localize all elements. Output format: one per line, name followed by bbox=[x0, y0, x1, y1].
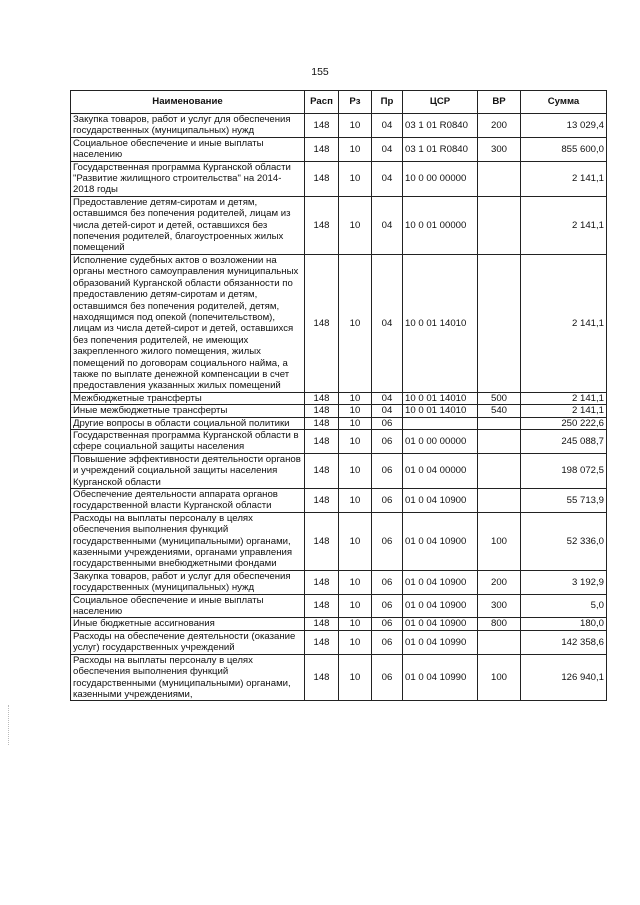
row-rz: 10 bbox=[339, 417, 372, 429]
row-pr: 04 bbox=[372, 114, 403, 138]
row-rasp: 148 bbox=[305, 429, 339, 453]
table-row bbox=[71, 618, 607, 630]
row-rasp: 148 bbox=[305, 630, 339, 654]
row-csr: 03 1 01 R0840 bbox=[403, 137, 478, 161]
table-row bbox=[71, 114, 607, 138]
row-rz: 10 bbox=[339, 654, 372, 701]
row-pr: 06 bbox=[372, 417, 403, 429]
row-sum: 3 192,9 bbox=[521, 570, 607, 594]
row-vr: 300 bbox=[478, 594, 521, 618]
row-sum: 142 358,6 bbox=[521, 630, 607, 654]
row-vr: 800 bbox=[478, 618, 521, 630]
row-pr: 06 bbox=[372, 489, 403, 513]
row-sum: 52 336,0 bbox=[521, 512, 607, 570]
row-csr: 10 0 01 14010 bbox=[403, 254, 478, 392]
row-sum: 2 141,1 bbox=[521, 161, 607, 196]
row-csr: 01 0 04 10900 bbox=[403, 512, 478, 570]
row-sum: 2 141,1 bbox=[521, 254, 607, 392]
row-sum: 198 072,5 bbox=[521, 453, 607, 488]
row-vr bbox=[478, 161, 521, 196]
row-rasp: 148 bbox=[305, 405, 339, 417]
row-csr: 10 0 01 00000 bbox=[403, 196, 478, 254]
row-rz: 10 bbox=[339, 429, 372, 453]
row-pr: 06 bbox=[372, 512, 403, 570]
row-csr: 01 0 04 10990 bbox=[403, 654, 478, 701]
row-csr bbox=[403, 417, 478, 429]
header-vr: ВР bbox=[478, 91, 521, 114]
row-csr: 10 0 00 00000 bbox=[403, 161, 478, 196]
row-rasp: 148 bbox=[305, 392, 339, 404]
row-csr: 01 0 04 10990 bbox=[403, 630, 478, 654]
row-rasp: 148 bbox=[305, 114, 339, 138]
row-csr: 01 0 04 10900 bbox=[403, 594, 478, 618]
row-csr: 03 1 01 R0840 bbox=[403, 114, 478, 138]
table-row bbox=[71, 594, 607, 618]
row-pr: 06 bbox=[372, 630, 403, 654]
row-sum: 250 222,6 bbox=[521, 417, 607, 429]
table-row bbox=[71, 196, 607, 254]
row-rasp: 148 bbox=[305, 161, 339, 196]
row-rasp: 148 bbox=[305, 570, 339, 594]
row-sum: 55 713,9 bbox=[521, 489, 607, 513]
row-pr: 06 bbox=[372, 570, 403, 594]
row-csr: 01 0 04 10900 bbox=[403, 618, 478, 630]
page-number: 155 bbox=[311, 66, 329, 78]
row-rz: 10 bbox=[339, 114, 372, 138]
header-sum: Сумма bbox=[521, 91, 607, 114]
table-row bbox=[71, 570, 607, 594]
row-pr: 04 bbox=[372, 405, 403, 417]
row-name: Межбюджетные трансферты bbox=[71, 392, 305, 404]
row-csr: 01 0 04 10900 bbox=[403, 489, 478, 513]
row-pr: 06 bbox=[372, 654, 403, 701]
row-sum: 180,0 bbox=[521, 618, 607, 630]
header-csr: ЦСР bbox=[403, 91, 478, 114]
row-rz: 10 bbox=[339, 392, 372, 404]
header-name: Наименование bbox=[71, 91, 305, 114]
table-row bbox=[71, 254, 607, 392]
row-vr: 540 bbox=[478, 405, 521, 417]
row-sum: 5,0 bbox=[521, 594, 607, 618]
row-vr bbox=[478, 489, 521, 513]
row-name: Социальное обеспечение и иные выплаты населению bbox=[71, 137, 305, 161]
row-sum: 855 600,0 bbox=[521, 137, 607, 161]
row-vr bbox=[478, 429, 521, 453]
row-pr: 04 bbox=[372, 196, 403, 254]
table-row bbox=[71, 392, 607, 404]
row-sum: 2 141,1 bbox=[521, 196, 607, 254]
table-row bbox=[71, 161, 607, 196]
row-rasp: 148 bbox=[305, 453, 339, 488]
row-rasp: 148 bbox=[305, 137, 339, 161]
row-rz: 10 bbox=[339, 196, 372, 254]
table-row bbox=[71, 405, 607, 417]
row-name: Государственная программа Курганской области "Развитие жилищного строительства" на 2014-2018 годы bbox=[71, 161, 305, 196]
row-rz: 10 bbox=[339, 254, 372, 392]
row-vr: 200 bbox=[478, 114, 521, 138]
row-sum: 245 088,7 bbox=[521, 429, 607, 453]
header-rz: Рз bbox=[339, 91, 372, 114]
row-name: Расходы на выплаты персоналу в целях обеспечения выполнения функций государственными (муниципальными) органами, казенными учреждениями, bbox=[71, 654, 305, 701]
table-row bbox=[71, 489, 607, 513]
row-csr: 01 0 00 00000 bbox=[403, 429, 478, 453]
row-vr: 300 bbox=[478, 137, 521, 161]
row-pr: 06 bbox=[372, 618, 403, 630]
row-pr: 04 bbox=[372, 392, 403, 404]
row-name: Обеспечение деятельности аппарата органов государственной власти Курганской области bbox=[71, 489, 305, 513]
row-rz: 10 bbox=[339, 630, 372, 654]
table-row bbox=[71, 417, 607, 429]
row-name: Закупка товаров, работ и услуг для обеспечения государственных (муниципальных) нужд bbox=[71, 570, 305, 594]
row-name: Закупка товаров, работ и услуг для обеспечения государственных (муниципальных) нужд bbox=[71, 114, 305, 138]
row-vr bbox=[478, 453, 521, 488]
row-rasp: 148 bbox=[305, 654, 339, 701]
row-csr: 01 0 04 00000 bbox=[403, 453, 478, 488]
budget-table bbox=[70, 90, 607, 701]
row-rasp: 148 bbox=[305, 417, 339, 429]
row-rz: 10 bbox=[339, 161, 372, 196]
table-row bbox=[71, 630, 607, 654]
table-row bbox=[71, 512, 607, 570]
row-rz: 10 bbox=[339, 570, 372, 594]
row-rz: 10 bbox=[339, 137, 372, 161]
row-rasp: 148 bbox=[305, 489, 339, 513]
row-pr: 06 bbox=[372, 453, 403, 488]
row-vr: 100 bbox=[478, 654, 521, 701]
row-name: Иные межбюджетные трансферты bbox=[71, 405, 305, 417]
row-name: Государственная программа Курганской области в сфере социальной защиты населения bbox=[71, 429, 305, 453]
row-vr bbox=[478, 630, 521, 654]
row-sum: 126 940,1 bbox=[521, 654, 607, 701]
row-csr: 01 0 04 10900 bbox=[403, 570, 478, 594]
row-rasp: 148 bbox=[305, 594, 339, 618]
row-rz: 10 bbox=[339, 512, 372, 570]
header-pr: Пр bbox=[372, 91, 403, 114]
row-sum: 2 141,1 bbox=[521, 405, 607, 417]
row-vr: 500 bbox=[478, 392, 521, 404]
row-name: Расходы на выплаты персоналу в целях обеспечения выполнения функций государственными (муниципальными) органами, казенными учреждениями, органами управления государственными внебюджетными фондами bbox=[71, 512, 305, 570]
row-rz: 10 bbox=[339, 453, 372, 488]
row-rasp: 148 bbox=[305, 618, 339, 630]
row-rz: 10 bbox=[339, 594, 372, 618]
row-pr: 06 bbox=[372, 594, 403, 618]
row-sum: 13 029,4 bbox=[521, 114, 607, 138]
row-name: Расходы на обеспечение деятельности (оказание услуг) государственных учреждений bbox=[71, 630, 305, 654]
row-name: Предоставление детям-сиротам и детям, оставшимся без попечения родителей, лицам из числа детей-сирот и детей, оставшихся без попечения родителей, благоустроенных жилых помещений bbox=[71, 196, 305, 254]
table-row bbox=[71, 654, 607, 701]
table-row bbox=[71, 137, 607, 161]
table-row bbox=[71, 453, 607, 488]
header-rasp: Расп bbox=[305, 91, 339, 114]
table-header-row bbox=[71, 91, 607, 114]
row-rz: 10 bbox=[339, 618, 372, 630]
row-vr: 100 bbox=[478, 512, 521, 570]
row-vr bbox=[478, 417, 521, 429]
row-csr: 10 0 01 14010 bbox=[403, 405, 478, 417]
row-rz: 10 bbox=[339, 489, 372, 513]
row-rasp: 148 bbox=[305, 196, 339, 254]
row-name: Иные бюджетные ассигнования bbox=[71, 618, 305, 630]
row-vr bbox=[478, 254, 521, 392]
row-name: Другие вопросы в области социальной политики bbox=[71, 417, 305, 429]
row-name: Повышение эффективности деятельности органов и учреждений социальной защиты населения Курганской области bbox=[71, 453, 305, 488]
row-rz: 10 bbox=[339, 405, 372, 417]
row-name: Социальное обеспечение и иные выплаты населению bbox=[71, 594, 305, 618]
row-sum: 2 141,1 bbox=[521, 392, 607, 404]
row-vr bbox=[478, 196, 521, 254]
row-pr: 04 bbox=[372, 254, 403, 392]
row-pr: 04 bbox=[372, 137, 403, 161]
row-rasp: 148 bbox=[305, 512, 339, 570]
row-pr: 06 bbox=[372, 429, 403, 453]
table-row bbox=[71, 429, 607, 453]
row-rasp: 148 bbox=[305, 254, 339, 392]
row-csr: 10 0 01 14010 bbox=[403, 392, 478, 404]
row-vr: 200 bbox=[478, 570, 521, 594]
scan-margin-mark bbox=[8, 705, 10, 745]
row-pr: 04 bbox=[372, 161, 403, 196]
row-name: Исполнение судебных актов о возложении на органы местного самоуправления муниципальных образований Курганской области обязанности по предоставлению детям-сиротам и детям, оставшимся без попечения родителей, детям, находящимся под опекой (попечительством), лицам из числа детей-сирот и детей, оставшихся без попечения родителей, не имеющих закрепленного жилого помещения, жилых помещений по договорам социального найма, а также по выплате денежной компенсации в счет предоставления указанных жилых помещений bbox=[71, 254, 305, 392]
